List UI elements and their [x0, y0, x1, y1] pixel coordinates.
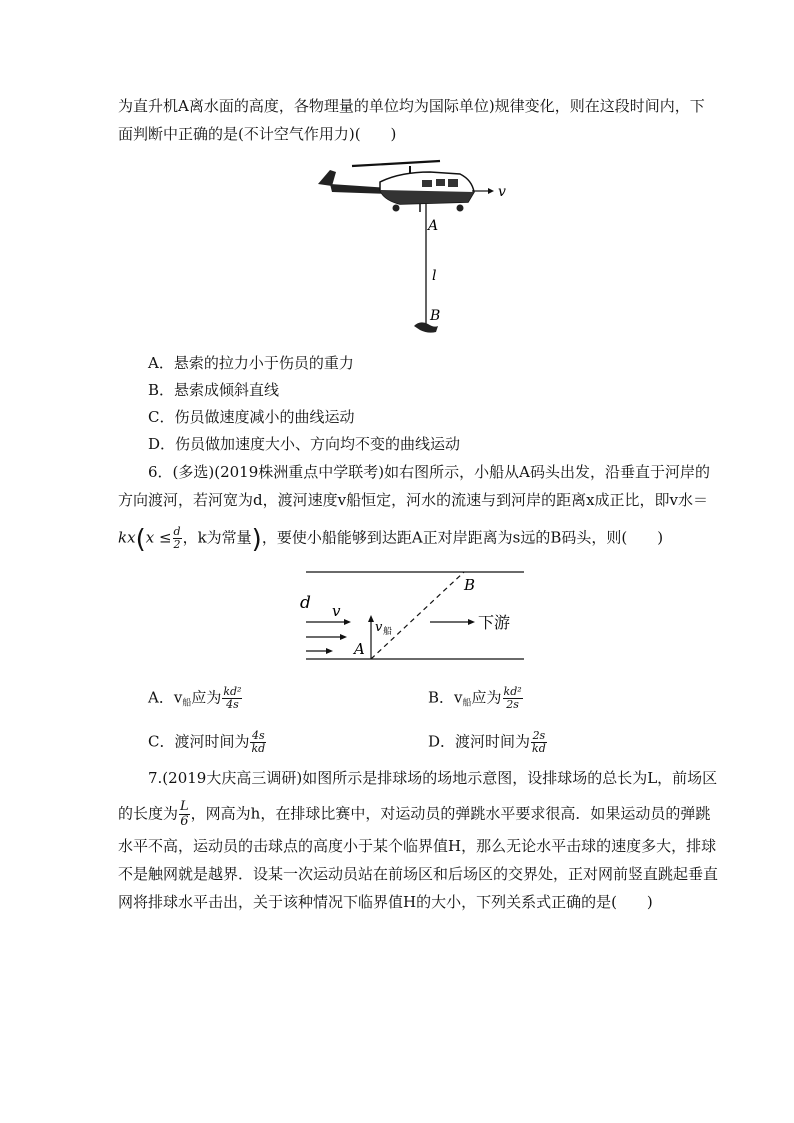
q7-line-3: 水平不高，运动员的击球点的高度小于某个临界值H，那么无论水平击球的速度多大，排球 [118, 837, 717, 855]
q6-frac-d2: $\frac{d}{2}$ [173, 525, 181, 551]
q6-option-a: A．$v_船$应为 $\frac{\text{kd²}}{4s}$ [148, 685, 242, 711]
boat-velocity-label: v [375, 620, 383, 635]
q6-line-2: 方向渡河，若河宽为d，渡河速度v船恒定，河水的流速与到河岸的距离x成正比，即v水＝ [118, 491, 709, 509]
q5-option-b: B．悬索成倾斜直线 [148, 381, 280, 399]
q6-option-b: B．$v_船$应为 $\frac{\text{kd²}}{2s}$ [428, 685, 522, 711]
boat-velocity-sub: 船 [383, 627, 393, 637]
downstream-label: 下游 [478, 613, 511, 632]
point-a-label: A [428, 218, 439, 234]
q7-line-2: 的长度为 $\frac{L}{6}$ ，网高为h，在排球比赛中，对运动员的弹跳水平要求很高．如果运动员的弹跳 [118, 799, 711, 829]
q7-line-5: 网将排球水平击出，关于该种情况下临界值H的大小，下列关系式正确的是( ) [118, 893, 653, 911]
width-d-label: d [300, 593, 311, 613]
point-a-label: A [354, 640, 365, 658]
q6-line-3-tail: ，要使小船能够到达距A正对岸距离为s远的B码头，则( ) [261, 528, 664, 547]
q6-option-c: C．渡河时间为 $\frac{4s}{kd}$ [148, 729, 266, 755]
velocity-label: v [498, 184, 506, 200]
intro-line-1: 为直升机A离水面的高度，各物理量的单位均为国际单位)规律变化，则在这段时间内，下 [118, 97, 705, 115]
q7-line-1: 7.(2019大庆高三调研)如图所示是排球场的场地示意图，设排球场的总长为L，前场区 [148, 769, 718, 787]
point-b-label: B [464, 576, 476, 594]
q6-line-1: 6．(多选)(2019株洲重点中学联考)如右图所示，小船从A码头出发，沿垂直于河岸的 [148, 463, 710, 481]
q6-x-le: x ≤ [145, 528, 172, 547]
flow-v-label: v [332, 602, 341, 620]
intro-line-2: 面判断中正确的是(不计空气作用力)( ) [118, 125, 397, 143]
q6-option-d: D．渡河时间为 $\frac{2s}{kd}$ [428, 729, 546, 755]
q6-kx: kx [118, 528, 136, 547]
river-figure [296, 566, 532, 666]
q6-k-const: ，k为常量 [182, 528, 252, 547]
q6-line-3: kx(x ≤ $\frac{d}{2}$ ，k为常量)，要使小船能够到达距A正对岸距离为s远的B码头，则( ) [118, 524, 664, 555]
helicopter-figure [310, 158, 520, 338]
length-label: l [432, 268, 437, 284]
q5-option-d: D．伤员做加速度大小、方向均不变的曲线运动 [148, 435, 461, 453]
q5-option-a: A．悬索的拉力小于伤员的重力 [148, 354, 354, 372]
point-b-label: B [430, 308, 441, 324]
q7-line-4: 不是触网就是越界．设某一次运动员站在前场区和后场区的交界处，正对网前竖直跳起垂直 [118, 865, 719, 883]
q5-option-c: C．伤员做速度减小的曲线运动 [148, 408, 355, 426]
